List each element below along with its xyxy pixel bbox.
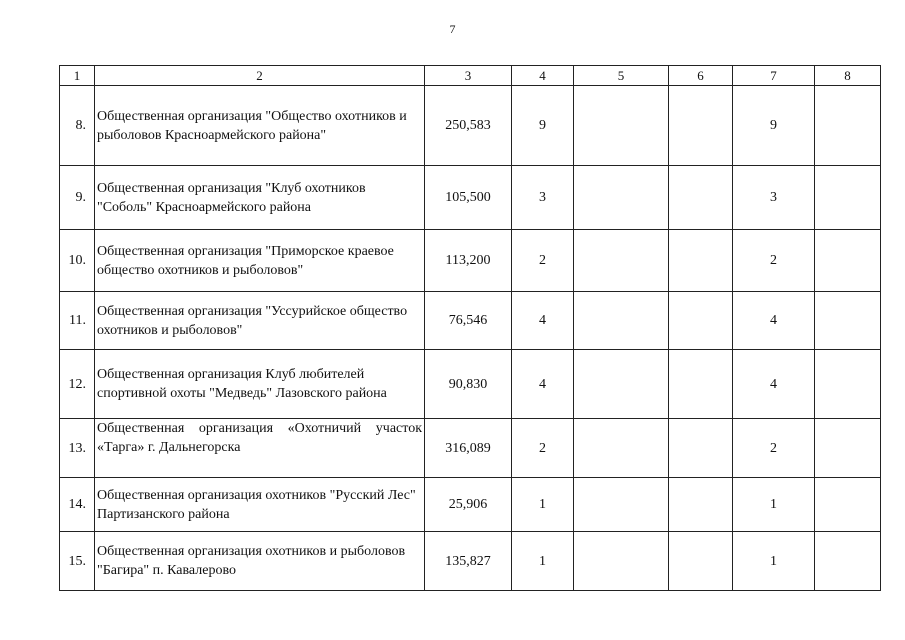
col7-value: 9: [733, 86, 815, 166]
area-value: 135,827: [425, 532, 512, 591]
organization-name: Общественная организация «Охотничий участок «Тарга» г. Дальнегорска: [95, 419, 425, 478]
col8-value: [815, 350, 881, 419]
organizations-table: [59, 65, 881, 591]
organization-name: Общественная организация "Уссурийское общество охотников и рыболовов": [95, 292, 425, 350]
row-number: 9.: [60, 166, 95, 230]
col7-value: 3: [733, 166, 815, 230]
col4-value: 4: [512, 350, 574, 419]
header-cell-6: 6: [669, 66, 733, 86]
area-value: 250,583: [425, 86, 512, 166]
area-value: 25,906: [425, 478, 512, 532]
table-row: [60, 478, 881, 532]
col6-value: [669, 532, 733, 591]
header-cell-3: 3: [425, 66, 512, 86]
col5-value: [574, 292, 669, 350]
col7-value: 4: [733, 292, 815, 350]
col8-value: [815, 478, 881, 532]
col6-value: [669, 478, 733, 532]
col6-value: [669, 166, 733, 230]
page-number: 7: [449, 22, 456, 36]
header-cell-5: 5: [574, 66, 669, 86]
header-cell-7: 7: [733, 66, 815, 86]
organization-name: Общественная организация "Клуб охотников "Соболь" Красноармейского района: [95, 166, 425, 230]
col5-value: [574, 86, 669, 166]
organization-name: Общественная организация "Приморское краевое общество охотников и рыболовов": [95, 230, 425, 292]
col7-value: 1: [733, 532, 815, 591]
col5-value: [574, 230, 669, 292]
col7-value: 1: [733, 478, 815, 532]
organization-name: Общественная организация Клуб любителей спортивной охоты "Медведь" Лазовского района: [95, 350, 425, 419]
area-value: 105,500: [425, 166, 512, 230]
organization-name: Общественная организация "Общество охотников и рыболовов Красноармейского района": [95, 86, 425, 166]
header-cell-4: 4: [512, 66, 574, 86]
area-value: 113,200: [425, 230, 512, 292]
table-row: [60, 350, 881, 419]
col7-value: 2: [733, 230, 815, 292]
header-row: [60, 66, 881, 86]
table-row: [60, 86, 881, 166]
area-value: 90,830: [425, 350, 512, 419]
col8-value: [815, 86, 881, 166]
col4-value: 2: [512, 419, 574, 478]
col4-value: 1: [512, 532, 574, 591]
row-number: 13.: [60, 419, 95, 478]
col7-value: 4: [733, 350, 815, 419]
col4-value: 9: [512, 86, 574, 166]
col6-value: [669, 350, 733, 419]
col5-value: [574, 478, 669, 532]
organization-name: Общественная организация охотников "Русский Лес" Партизанского района: [95, 478, 425, 532]
col6-value: [669, 419, 733, 478]
col6-value: [669, 292, 733, 350]
col4-value: 4: [512, 292, 574, 350]
table-row: [60, 532, 881, 591]
col4-value: 3: [512, 166, 574, 230]
col8-value: [815, 292, 881, 350]
col6-value: [669, 86, 733, 166]
col4-value: 1: [512, 478, 574, 532]
col8-value: [815, 166, 881, 230]
col8-value: [815, 230, 881, 292]
area-value: 316,089: [425, 419, 512, 478]
header-cell-1: 1: [60, 66, 95, 86]
col6-value: [669, 230, 733, 292]
col5-value: [574, 419, 669, 478]
table-row: [60, 230, 881, 292]
header-cell-8: 8: [815, 66, 881, 86]
area-value: 76,546: [425, 292, 512, 350]
col7-value: 2: [733, 419, 815, 478]
row-number: 12.: [60, 350, 95, 419]
row-number: 8.: [60, 86, 95, 166]
col8-value: [815, 532, 881, 591]
table-row: [60, 419, 881, 478]
table-row: [60, 292, 881, 350]
col5-value: [574, 350, 669, 419]
row-number: 15.: [60, 532, 95, 591]
organization-name: Общественная организация охотников и рыболовов "Багира" п. Кавалерово: [95, 532, 425, 591]
col4-value: 2: [512, 230, 574, 292]
row-number: 14.: [60, 478, 95, 532]
col8-value: [815, 419, 881, 478]
col5-value: [574, 166, 669, 230]
col5-value: [574, 532, 669, 591]
row-number: 11.: [60, 292, 95, 350]
table-row: [60, 166, 881, 230]
row-number: 10.: [60, 230, 95, 292]
header-cell-2: 2: [95, 66, 425, 86]
